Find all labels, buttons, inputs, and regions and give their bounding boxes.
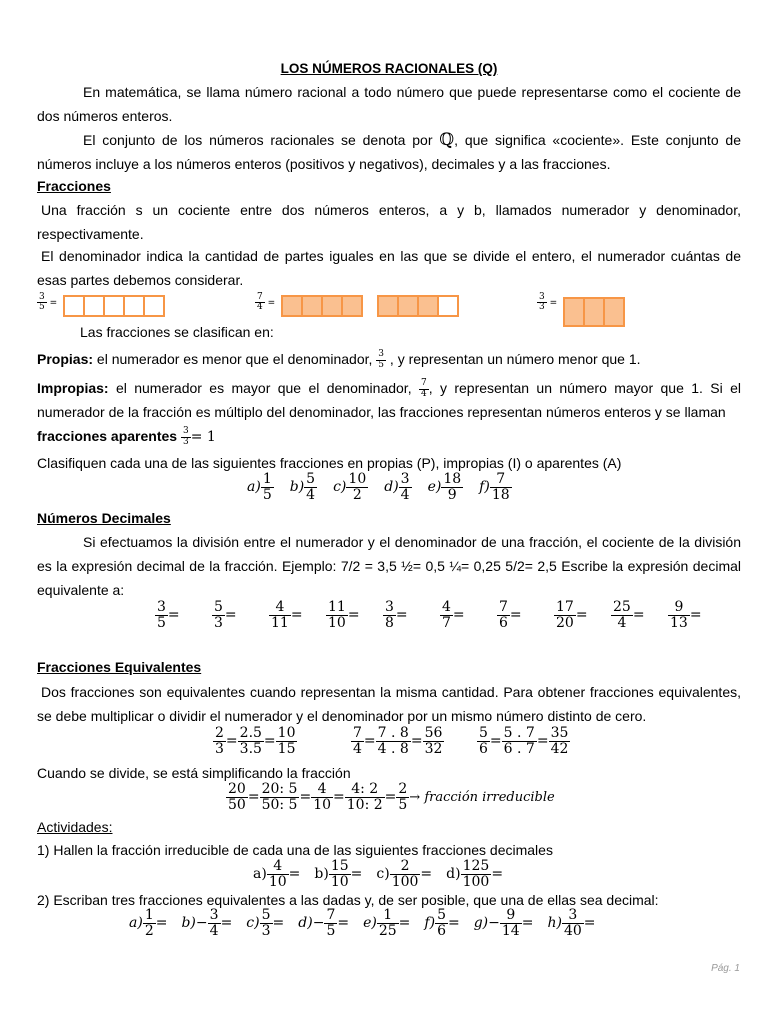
numerator: 11: [328, 599, 346, 615]
decimal-item: [269, 600, 326, 630]
item-label: c): [376, 866, 390, 883]
fraction: [329, 859, 351, 889]
fraction: [497, 600, 510, 630]
equals-sign: =: [46, 298, 58, 309]
fraction: [238, 726, 264, 756]
numerator: 18: [443, 471, 462, 487]
equals-sign: =: [452, 607, 465, 624]
actividad-2: 2) Escriban tres fracciones equivalentes a las dadas y, de ser posible, que una de ellas sea decimal:: [37, 892, 659, 908]
aparentes-line: fracciones aparentes $\frac{3}{3}$ = 1: [37, 426, 216, 447]
item-label: b): [314, 866, 329, 883]
numerator: 1: [144, 907, 154, 923]
fraction-box-cell: [85, 297, 105, 315]
fracciones-paragraph-1: Una fracción s un cociente entre dos números enteros, a y b, llamados numerador y denominador, respectivamente.: [37, 202, 741, 242]
numerator: 4: [311, 782, 333, 798]
denominator: 10: [328, 614, 346, 631]
fraction: [345, 782, 385, 812]
denominator: 6: [499, 614, 508, 631]
actividades-heading: Actividades:: [37, 819, 113, 835]
numerator: 7: [353, 725, 362, 741]
denominator: 100: [391, 873, 419, 890]
item-label: f): [424, 915, 436, 932]
equals-sign: =: [347, 607, 360, 624]
fraction-box-cell: [419, 297, 439, 315]
equals-sign: =: [509, 607, 522, 624]
numerator: 25: [613, 599, 631, 615]
item-label: h): [547, 915, 562, 932]
diagram-fraction-label: [537, 293, 557, 313]
numerator: 5: [261, 907, 271, 923]
decimal-item: [212, 600, 269, 630]
fraction: [562, 908, 584, 938]
actividad-2-fractions: [129, 908, 596, 938]
fraction-box-cell: [303, 297, 323, 315]
equals-sign: =: [337, 915, 350, 932]
fraction: [255, 293, 265, 313]
denominator: 50: [228, 796, 246, 813]
numerator: 4: [269, 600, 291, 616]
decimal-item: [668, 600, 725, 630]
fracciones-paragraph-2: El denominador indica la cantidad de partes iguales en las que se divide el entero, el numerador cuántas de esas partes debemos considerar.: [37, 248, 741, 288]
item-label: a): [247, 479, 261, 496]
equals-sign: =: [299, 789, 312, 806]
equals-sign: =: [224, 607, 237, 624]
equals-sign: =: [290, 607, 303, 624]
item-label: e): [427, 479, 442, 496]
fraction: [37, 293, 47, 313]
fraction: [383, 600, 396, 630]
impropias-paragraph: Impropias: el numerador es mayor que el denominador, $\frac{7}{4}$ , y representan un número mayor que 1. Si el numerador de la fracción es múltiplo del denominador, las fracciones representan números enteros y se llaman: [37, 378, 742, 420]
fraction: [261, 472, 274, 502]
numerator: 4: [267, 859, 289, 875]
fraction: [376, 726, 411, 756]
sign: −: [195, 915, 208, 932]
fraction: [554, 600, 576, 630]
denominator: 15: [277, 740, 296, 757]
fraction: [326, 600, 348, 630]
impropias-fraction: $\frac{7}{4}$: [420, 378, 427, 399]
numerator: 3: [539, 292, 545, 302]
numerator: 17: [556, 599, 574, 615]
numerator: 7: [257, 292, 263, 302]
denominator: 6: [437, 922, 446, 939]
fraction-box-group: [281, 295, 363, 317]
numerator: 3: [385, 599, 394, 615]
item-label: f): [479, 479, 490, 496]
fraction: [208, 908, 221, 938]
numerator: 1: [262, 471, 272, 487]
fraction: [213, 726, 226, 756]
numerator: 9: [668, 600, 690, 616]
propias-fraction: $\frac{3}{5}$: [378, 349, 385, 370]
fraction: [276, 726, 298, 756]
denominator: 4: [257, 302, 263, 313]
denominator: 4 . 8: [377, 740, 409, 757]
numerator: 20: [228, 781, 246, 797]
actividad-1: 1) Hallen la fracción irreducible de cada una de las siguientes fracciones decimales: [37, 842, 553, 858]
diagram-fraction-label: [255, 293, 275, 313]
denominator: 4: [209, 922, 219, 939]
numerator: 125: [462, 858, 490, 874]
fraction: [502, 726, 537, 756]
decimal-item: [383, 600, 440, 630]
numerator: 10: [348, 471, 367, 487]
denominator: 14: [501, 922, 520, 939]
equals-sign: =: [363, 733, 376, 750]
equals-sign: =: [491, 866, 504, 883]
page-number: Pág. 1: [711, 963, 740, 974]
decimal-item: [497, 600, 554, 630]
fraction: [500, 908, 522, 938]
item-label: c): [333, 479, 347, 496]
numerator: 3: [400, 471, 410, 487]
equals-sign: =: [155, 915, 168, 932]
denominator: 10: [330, 873, 349, 890]
numerator: 35: [550, 725, 569, 741]
equals-sign: =: [350, 866, 363, 883]
numerator: 9: [500, 908, 522, 924]
item-label: a): [129, 915, 143, 932]
denominator: 100: [462, 873, 490, 890]
denominator: 5: [398, 796, 408, 813]
decimales-fractions-row: [155, 600, 725, 630]
equals-sign: =: [575, 607, 588, 624]
numerator: 3: [39, 292, 45, 302]
fraction: [611, 600, 633, 630]
item-label: c): [246, 915, 260, 932]
equals-sign: =: [632, 607, 645, 624]
fraction: [304, 472, 317, 502]
denominator: 3.5: [239, 740, 262, 757]
fraction-box-cell: [399, 297, 419, 315]
denominator: 10: 2: [346, 796, 383, 813]
denominator: 11: [271, 614, 289, 631]
numerator: 5: [214, 599, 223, 615]
numerator: 2: [398, 781, 408, 797]
denominator: 2: [352, 486, 362, 503]
equivalentes-example-2: [351, 726, 444, 756]
numerator: 3: [562, 908, 584, 924]
denominator: 18: [491, 486, 510, 503]
fraction: [260, 908, 273, 938]
equals-sign: =: [420, 866, 433, 883]
item-label: d): [384, 479, 399, 496]
denominator: 9: [447, 486, 457, 503]
fraction-box-group: [377, 295, 459, 317]
fraction-box-cell: [105, 297, 125, 315]
fraction: [396, 782, 409, 812]
fraction-box-cell: [65, 297, 85, 315]
denominator: 8: [385, 614, 394, 631]
numerator: 2: [215, 725, 224, 741]
item-label: e): [363, 915, 377, 932]
equals-sign: =: [263, 733, 276, 750]
equals-sign: =: [264, 298, 276, 309]
fraction: [549, 726, 571, 756]
clasifiquen-instruction: Clasifiquen cada una de las siguientes fracciones en propias (P), impropias (I) o aparentes (A): [37, 455, 622, 471]
denominator: 25: [378, 922, 397, 939]
equals-sign: =: [447, 915, 460, 932]
denominator: 7: [442, 614, 451, 631]
denominator: 10: [313, 796, 332, 813]
numerator: 4: 2: [345, 782, 385, 798]
numerator: 7: [326, 907, 336, 923]
numerator: 4: [442, 599, 451, 615]
equals-sign: =: [272, 915, 285, 932]
fraction: [143, 908, 156, 938]
fraction-box-cell: [323, 297, 343, 315]
rational-set-symbol: ℚ: [439, 130, 455, 150]
fraction: [260, 782, 300, 812]
numerator: 2: [390, 859, 421, 875]
denominator: 20: [556, 614, 574, 631]
fracciones-heading: Fracciones: [37, 178, 111, 194]
page-title: LOS NÚMEROS RACIONALES (Q): [280, 61, 498, 76]
fraction-box-group: [63, 295, 165, 317]
fraction-box-cell: [283, 297, 303, 315]
denominator: 40: [563, 922, 582, 939]
fraction: [423, 726, 445, 756]
equals-sign: =: [583, 915, 596, 932]
denominator: 32: [424, 740, 443, 757]
denominator: 4: [617, 614, 627, 631]
equals-sign: =: [333, 789, 345, 806]
equivalentes-heading: Fracciones Equivalentes: [37, 659, 202, 675]
numerator: 20: 5: [261, 781, 298, 797]
denominator: 6 . 7: [503, 740, 535, 757]
equals-sign: =: [220, 915, 233, 932]
aparentes-fraction: $\frac{3}{3}$: [182, 426, 189, 447]
denominator: 2: [144, 922, 154, 939]
intro-paragraph-1: En matemática, se llama número racional a todo número que puede representarse como el cociente de dos números enteros.: [37, 84, 741, 124]
decimal-item: [326, 600, 383, 630]
numerator: 3: [157, 599, 166, 615]
numerator: 7 . 8: [377, 725, 409, 741]
fraction: [461, 859, 492, 889]
decimal-item: [611, 600, 668, 630]
fraction-box-cell: [125, 297, 145, 315]
simplificacion-example: [226, 782, 555, 812]
denominator: 50: 5: [261, 796, 298, 813]
equals-sign: =: [288, 866, 301, 883]
equals-sign: =: [410, 733, 423, 750]
equals-sign: =: [398, 915, 411, 932]
equivalentes-paragraph: Dos fracciones son equivalentes cuando representan la misma cantidad. Para obtener fracciones equivalentes, se debe multiplicar o dividir el numerador y el denominador por un mismo número distinto de cero.: [37, 684, 741, 724]
numerator: 5: [479, 725, 488, 741]
denominator: 13: [670, 614, 688, 631]
decimal-item: [155, 600, 212, 630]
item-label: b): [181, 915, 196, 932]
item-label: a): [253, 866, 267, 883]
equivalentes-example-3: [477, 726, 570, 756]
denominator: 5: [39, 302, 45, 313]
fraction: [267, 859, 289, 889]
item-label: d): [446, 866, 461, 883]
denominator: 4: [306, 486, 316, 503]
equivalentes-example-1: [213, 726, 297, 756]
fraction: [269, 600, 291, 630]
denominator: 5: [262, 486, 272, 503]
fraction: [668, 600, 690, 630]
decimales-heading: Números Decimales: [37, 510, 171, 526]
numerator: 2.5: [239, 725, 262, 741]
equals-sign: =: [489, 733, 502, 750]
numerator: 10: [277, 725, 296, 741]
fraction: [537, 293, 547, 313]
decimales-paragraph: Si efectuamos la división entre el numerador y el denominador de una fracción, el cociente de la división es la expresión decimal de la fracción. Ejemplo: 7/2 = 3,5 ½= 0,5 ¼= 0,25 5/2= 2,5 Escribe la expresión decimal equivalente a:: [37, 534, 741, 598]
fraction: [212, 600, 225, 630]
item-label: g): [473, 915, 489, 932]
denominator: 4: [353, 740, 362, 757]
fraction-box-cell: [379, 297, 399, 315]
denominator: 10: [268, 873, 287, 890]
sign: −: [312, 915, 325, 932]
fraction: [440, 600, 453, 630]
numerator: 7: [499, 599, 508, 615]
fraction: [351, 726, 364, 756]
numerator: 5 . 7: [503, 725, 535, 741]
fraction: [377, 908, 399, 938]
equals-sign: =: [225, 733, 238, 750]
simplificando-text: Cuando se divide, se está simplificando la fracción: [37, 765, 351, 781]
denominator: 5: [326, 922, 336, 939]
fraction: [324, 908, 337, 938]
numerator: 1: [377, 908, 399, 924]
irreducible-label: → fracción irreducible: [409, 790, 555, 806]
fraction-box-cell: [439, 297, 457, 315]
equals-sign: =: [395, 607, 408, 624]
numerator: 7: [490, 472, 512, 488]
denominator: 3: [215, 740, 224, 757]
numerator: 15: [330, 858, 349, 874]
fraction-box-cell: [145, 297, 163, 315]
denominator: 4: [400, 486, 410, 503]
sign: −: [488, 915, 500, 932]
equals-sign: =: [536, 733, 549, 750]
decimal-item: [554, 600, 611, 630]
equals-sign: =: [384, 789, 397, 806]
clasificar-fractions-row: [247, 472, 512, 502]
fraction: [346, 472, 368, 502]
denominator: 6: [479, 740, 488, 757]
equals-sign: =: [167, 607, 180, 624]
denominator: 3: [539, 302, 545, 313]
numerator: 5: [437, 907, 446, 923]
decimal-item: [440, 600, 497, 630]
fraction: [399, 472, 412, 502]
fraction: [435, 908, 448, 938]
item-label: b): [289, 479, 305, 496]
numerator: 3: [209, 907, 219, 923]
clasifican-intro: Las fracciones se clasifican en:: [80, 324, 274, 340]
fraction: [477, 726, 490, 756]
equals-sign: =: [521, 915, 534, 932]
fraction: [490, 472, 512, 502]
fraction-box-cell: [343, 297, 361, 315]
diagram-fraction-label: [37, 293, 57, 313]
denominator: 42: [550, 740, 569, 757]
actividad-1-fractions: [253, 859, 503, 889]
fraction: [226, 782, 248, 812]
equals-sign: =: [247, 789, 260, 806]
denominator: 3: [261, 922, 271, 939]
numerator: 5: [306, 471, 316, 487]
numerator: 56: [424, 725, 443, 741]
fraction: [390, 859, 421, 889]
equals-sign: =: [689, 607, 702, 624]
denominator: 3: [214, 614, 223, 631]
item-label: d): [298, 915, 313, 932]
denominator: 5: [157, 614, 166, 631]
equals-sign: =: [546, 298, 558, 309]
fraction: [441, 472, 463, 502]
fraction: [311, 782, 333, 812]
fraction: [155, 600, 168, 630]
intro-paragraph-2: El conjunto de los números racionales se denota por ℚ, que significa «cociente». Este conjunto de números incluye a los números enteros (positivos y negativos), decimales y a las fracciones.: [37, 130, 741, 172]
propias-paragraph: Propias: el numerador es menor que el denominador, $\frac{3}{5}$ , y representan un número menor que 1.: [37, 349, 641, 370]
